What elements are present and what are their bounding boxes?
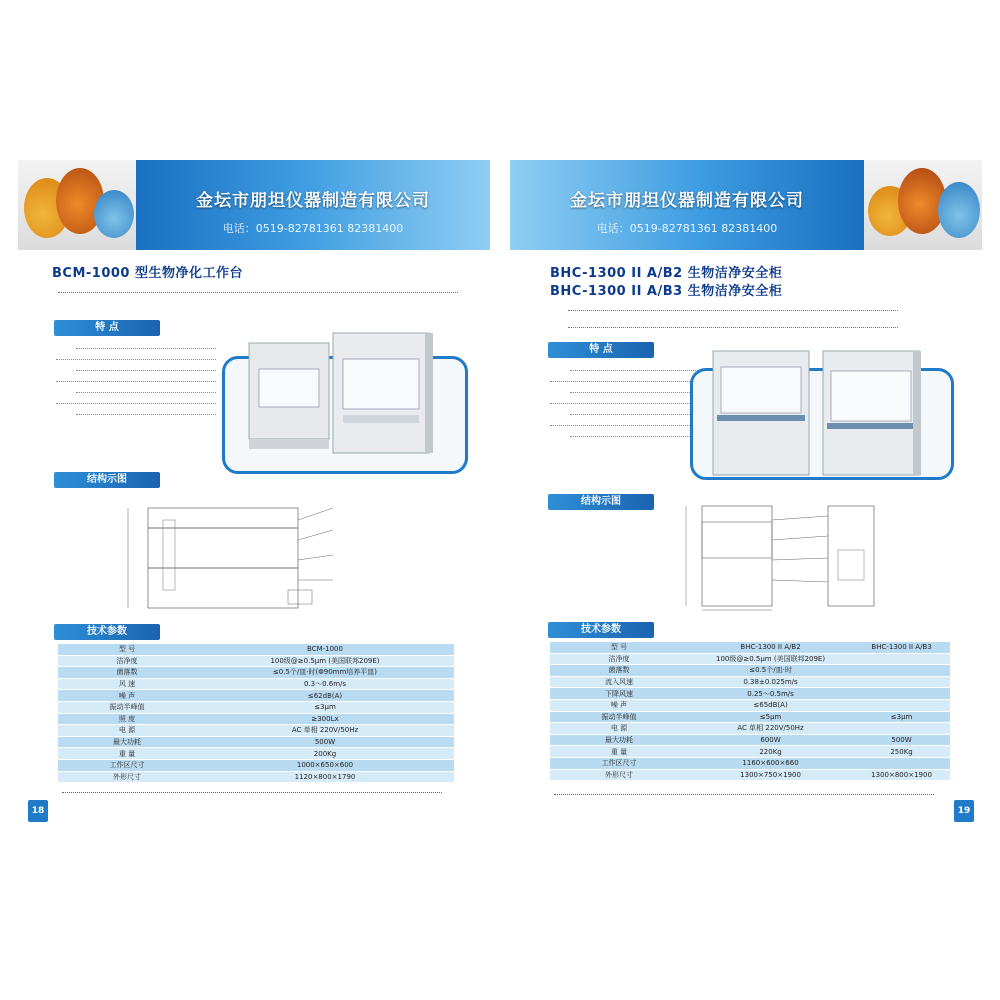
section-specs: 技术参数 [548, 622, 654, 638]
spec-value: 200Kg [196, 748, 454, 760]
company-name: 金坛市朋坦仪器制造有限公司 [196, 191, 430, 211]
page-number: 18 [28, 800, 48, 822]
spec-value: 0.3～0.6m/s [196, 678, 454, 690]
cabinet-illustration [693, 343, 951, 483]
spec-value: 250Kg [853, 746, 950, 758]
spec-value: 1300×750×1900 [688, 769, 853, 781]
spec-note [554, 794, 934, 795]
spec-value: 500W [196, 736, 454, 748]
spec-value: BHC-1300 II A/B2 [688, 642, 853, 653]
spec-label: 电 源 [550, 723, 688, 735]
section-structure: 结构示图 [548, 494, 654, 510]
table-row [550, 699, 950, 711]
spec-label: 外形尺寸 [58, 771, 196, 783]
spec-value [853, 688, 950, 700]
spec-value: ≥300Lx [196, 713, 454, 725]
company-name: 金坛市朋坦仪器制造有限公司 [570, 191, 804, 211]
spec-label: 工作区尺寸 [58, 759, 196, 771]
product-model-1: BHC-1300 II A/B2 生物洁净安全柜 [550, 266, 783, 281]
spec-value: 500W [853, 734, 950, 746]
spec-label: 重 量 [58, 748, 196, 760]
spec-label: 风 速 [58, 678, 196, 690]
spec-value: 1120×800×1790 [196, 771, 454, 783]
spec-value [853, 757, 950, 769]
spec-value: 100级@≥0.5μm (美国联邦209E) [196, 655, 454, 667]
spec-value: AC 单相 220V/50Hz [688, 723, 853, 735]
spec-value: ≤65dB(A) [688, 699, 853, 711]
spec-label: 型 号 [550, 642, 688, 653]
spec-label: 照 度 [58, 713, 196, 725]
spec-label: 流入风速 [550, 676, 688, 688]
right-page [510, 160, 982, 840]
spec-label: 重 量 [550, 746, 688, 758]
spec-label: 噪 声 [550, 699, 688, 711]
spec-value: 0.38±0.025m/s [688, 676, 853, 688]
spec-note [62, 792, 442, 793]
glassware-photo [18, 160, 136, 250]
features-text [550, 364, 700, 437]
header-banner [510, 160, 864, 250]
spec-value: ≤3μm [196, 701, 454, 713]
company-phone: 电话：0519-82781361 82381400 [222, 222, 404, 235]
spec-label: 型 号 [58, 644, 196, 655]
spec-label: 振动半峰值 [550, 711, 688, 723]
page-number: 19 [954, 800, 974, 822]
spec-value [853, 653, 950, 665]
table-row [58, 736, 454, 748]
table-row [550, 653, 950, 665]
spec-value [853, 699, 950, 711]
spec-label: 最大功耗 [550, 734, 688, 746]
left-page [18, 160, 490, 840]
spec-label: 菌落数 [550, 665, 688, 677]
table-row [58, 655, 454, 667]
spec-value: ≤62dB(A) [196, 690, 454, 702]
spec-label: 噪 声 [58, 690, 196, 702]
table-row [550, 757, 950, 769]
spec-label: 下降风速 [550, 688, 688, 700]
spec-value: 1000×650×600 [196, 759, 454, 771]
company-phone: 电话：0519-82781361 82381400 [596, 222, 778, 235]
right-spec-table [550, 642, 950, 781]
spec-value: 1160×600×660 [688, 757, 853, 769]
table-row [550, 642, 950, 653]
structure-diagram [118, 500, 348, 614]
spec-value: 100级@≥0.5μm (美国联邦209E) [688, 653, 853, 665]
left-spec-table [58, 644, 454, 783]
product-model: BCM-1000 型生物净化工作台 [52, 266, 243, 281]
spec-value: ≤0.5个/皿·时(Φ90mm培养平皿) [196, 667, 454, 679]
spec-value [853, 665, 950, 677]
features-text [56, 342, 216, 415]
spec-value: 1300×800×1900 [853, 769, 950, 781]
product-photo-frame [222, 356, 468, 474]
table-row [550, 688, 950, 700]
product-model-2: BHC-1300 II A/B3 生物洁净安全柜 [550, 284, 783, 299]
glassware-photo [864, 160, 982, 250]
spec-value [853, 723, 950, 735]
cabinet-illustration [225, 329, 465, 469]
table-row [550, 711, 950, 723]
table-row [58, 771, 454, 783]
table-row [550, 665, 950, 677]
table-row [550, 723, 950, 735]
spec-label: 振动半峰值 [58, 701, 196, 713]
spec-label: 最大功耗 [58, 736, 196, 748]
spec-value: 0.25～0.5m/s [688, 688, 853, 700]
spec-value: BHC-1300 II A/B3 [853, 642, 950, 653]
header-banner [136, 160, 490, 250]
structure-diagram [678, 500, 908, 616]
spec-value: AC 单相 220V/50Hz [196, 725, 454, 737]
table-row [550, 746, 950, 758]
intro-text [568, 310, 898, 328]
spec-label: 洁净度 [550, 653, 688, 665]
table-row [58, 748, 454, 760]
section-features: 特 点 [54, 320, 160, 336]
spec-value: ≤5μm [688, 711, 853, 723]
spec-label: 菌落数 [58, 667, 196, 679]
spec-value: BCM-1000 [196, 644, 454, 655]
table-row [58, 678, 454, 690]
table-row [58, 713, 454, 725]
table-row [58, 725, 454, 737]
spec-value [853, 676, 950, 688]
table-row [550, 769, 950, 781]
spec-value: 220Kg [688, 746, 853, 758]
section-features: 特 点 [548, 342, 654, 358]
table-row [550, 734, 950, 746]
spec-value: 600W [688, 734, 853, 746]
spec-value: ≤0.5个/皿·时 [688, 665, 853, 677]
product-photo-frame [690, 368, 954, 480]
intro-text [58, 292, 458, 301]
spec-label: 洁净度 [58, 655, 196, 667]
spec-label: 外形尺寸 [550, 769, 688, 781]
table-row [58, 644, 454, 655]
table-row [58, 667, 454, 679]
spec-value: ≤3μm [853, 711, 950, 723]
table-row [58, 759, 454, 771]
section-structure: 结构示图 [54, 472, 160, 488]
table-row [550, 676, 950, 688]
table-row [58, 690, 454, 702]
table-row [58, 701, 454, 713]
spec-label: 电 源 [58, 725, 196, 737]
section-specs: 技术参数 [54, 624, 160, 640]
spec-label: 工作区尺寸 [550, 757, 688, 769]
